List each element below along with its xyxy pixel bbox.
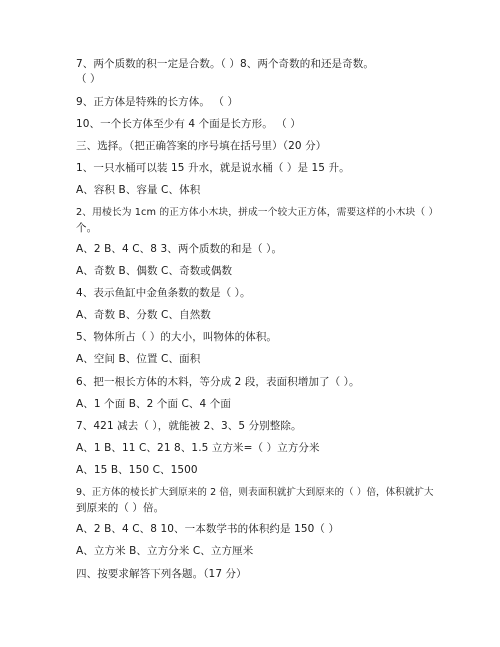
choice-question-1: 1、一只水桶可以装 15 升水，就是说水桶（ ）是 15 升。 <box>76 162 350 174</box>
choice-question-2: 2、用棱长为 1cm 的正方体小木块，拼成一个较大正方体，需要这样的小木块（ ） <box>76 207 439 218</box>
choice-question-7: 7、421 减去（ ），就能被 2、3、5 分别整除。 <box>76 420 302 432</box>
choice-10-options: A、立方米 B、立方分米 C、立方厘米 <box>76 545 254 557</box>
choice-question-9: 9、正方体的棱长扩大到原来的 2 倍，则表面积就扩大到原来的（ ）倍，体积就扩大 <box>76 487 434 498</box>
choice-2-options-q3: A、2 B、4 C、8 3、两个质数的和是（ ）。 <box>76 243 283 255</box>
section-4-heading: 四、按要求解答下列各题。（17 分） <box>76 568 247 580</box>
choice-question-4: 4、表示鱼缸中金鱼条数的数是（ ）。 <box>76 287 251 299</box>
choice-6-options: A、1 个面 B、2 个面 C、4 个面 <box>76 398 231 410</box>
choice-question-5: 5、物体所占（ ）的大小，叫物体的体积。 <box>76 331 278 343</box>
question-9: 9、正方体是特殊的长方体。 （ ） <box>76 96 239 108</box>
choice-4-options: A、奇数 B、分数 C、自然数 <box>76 309 211 321</box>
choice-1-options: A、容积 B、容量 C、体积 <box>76 184 201 196</box>
choice-3-options: A、奇数 B、偶数 C、奇数或偶数 <box>76 265 233 277</box>
choice-question-9-cont: 到原来的（ ）倍。 <box>76 502 165 514</box>
choice-9-options-q10: A、2 B、4 C、8 10、一本数学书的体积约是 150（ ） <box>76 523 340 535</box>
choice-question-2-cont: 个。 <box>76 222 98 234</box>
question-8-answer-blank: （ ） <box>76 73 101 85</box>
section-3-heading: 三、选择。（把正确答案的序号填在括号里）（20 分） <box>76 140 327 152</box>
choice-8-options: A、15 B、150 C、1500 <box>76 464 198 476</box>
choice-5-options: A、空间 B、位置 C、面积 <box>76 353 201 365</box>
choice-7-options-q8: A、1 B、11 C、21 8、1.5 立方米=（ ）立方分米 <box>76 442 320 454</box>
choice-question-6: 6、把一根长方体的木料，等分成 2 段，表面积增加了（ ）。 <box>76 376 360 388</box>
question-10: 10、一个长方体至少有 4 个面是长方形。 （ ） <box>76 118 301 130</box>
question-7-8: 7、两个质数的积一定是合数。（ ）8、两个奇数的和还是奇数。 <box>76 58 374 70</box>
